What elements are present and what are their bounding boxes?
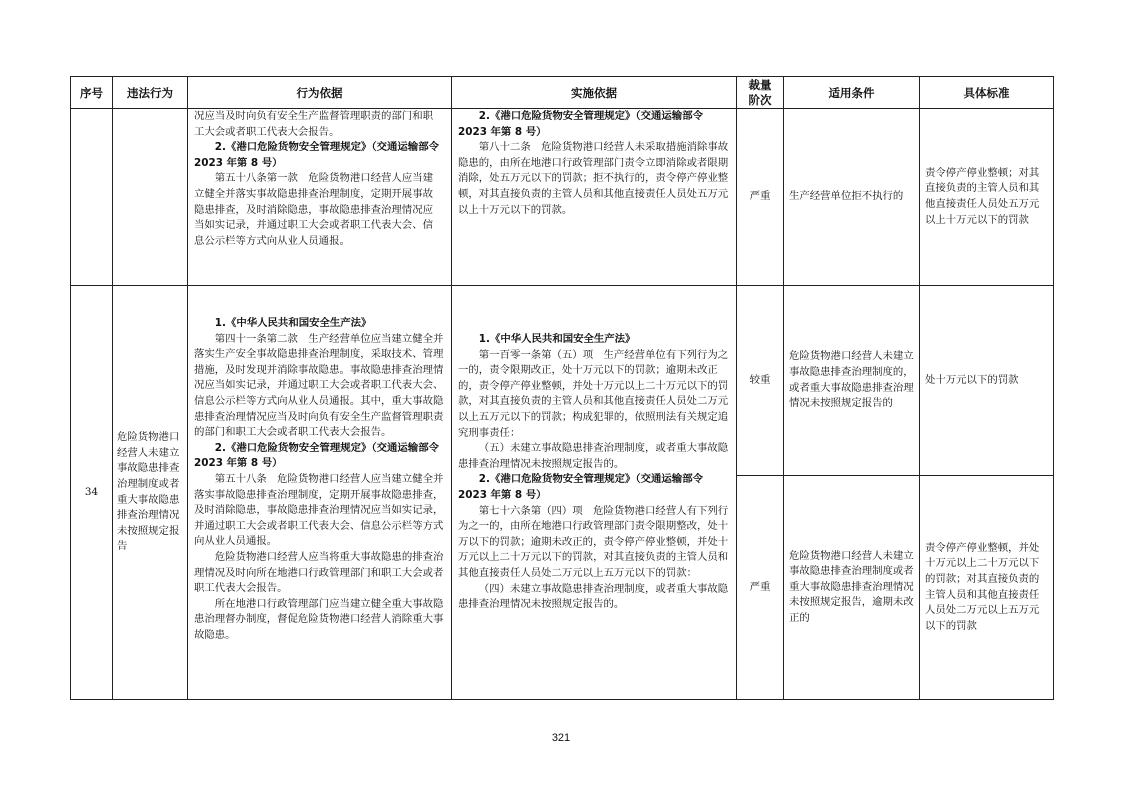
header-basis: 行为依据 bbox=[188, 77, 452, 109]
cell-num-empty bbox=[71, 109, 113, 286]
impl34-paragraph-1: 第一百零一条第（五）项 生产经营单位有下列行为之一的，责令限期改正，处十万元以下的罚款；逾期未改正的，责令停产停业整顿，并处十万元以上二十万元以下的罚款，对其直接负责的主管人员和其他直接责任人员处二万元以上五万元以下的罚款；构成犯罪的，依照刑法有关规定追究刑事责任： bbox=[458, 348, 729, 439]
header-row bbox=[71, 77, 1054, 109]
basis34-paragraph-2: 第五十八条 危险货物港口经营人应当建立健全并落实事故隐患排查治理制度，定期开展事故隐患排查，及时消除隐患，事故隐患排查治理情况应当如实记录，并通过职工大会或者职工代表大会、信息公示栏等方式向从业人员通报。 bbox=[194, 472, 444, 548]
impl34-paragraph-2: （五）未建立事故隐患排查治理制度，或者重大事故隐患排查治理情况未按照规定报告的。 bbox=[458, 442, 729, 470]
basis34-reference-1: 1.《中华人民共和国安全生产法》 bbox=[214, 317, 372, 329]
impl34-reference-1: 1.《中华人民共和国安全生产法》 bbox=[478, 333, 636, 345]
cell-row-number: 34 bbox=[71, 286, 113, 700]
header-level: 裁量阶次 bbox=[737, 77, 784, 109]
cell-standard-severe: 责令停产停业整顿，并处十万元以上二十万元以下的罚款；对其直接负责的主管人员和其他直接责任人员处二万元以上五万元以下的罚款 bbox=[920, 476, 1054, 700]
cell-level: 严重 bbox=[737, 109, 784, 286]
header-implementation: 实施依据 bbox=[452, 77, 737, 109]
cell-violation-empty bbox=[113, 109, 188, 286]
table-row-34a bbox=[71, 286, 1054, 476]
header-violation: 违法行为 bbox=[113, 77, 188, 109]
basis-continued-text: 况应当及时向负有安全生产监督管理职责的部门和职工大会或者职工代表大会报告。 bbox=[194, 110, 433, 138]
basis-reference-2: 2.《港口危险货物安全管理规定》（交通运输部令 2023 年第 8 号） bbox=[194, 141, 439, 169]
impl34-reference-2: 2.《港口危险货物安全管理规定》（交通运输部令 2023 年第 8 号） bbox=[458, 473, 703, 501]
cell-condition-moderate: 危险货物港口经营人未建立事故隐患排查治理制度的，或者重大事故隐患排查治理情况未按照规定报告的 bbox=[784, 286, 920, 476]
cell-level-severe: 严重 bbox=[737, 476, 784, 700]
page-number: 321 bbox=[551, 732, 571, 744]
basis34-reference-2: 2.《港口危险货物安全管理规定》（交通运输部令 2023 年第 8 号） bbox=[194, 441, 439, 470]
basis-paragraph-2: 第五十八条第一款 危险货物港口经营人应当建立健全并落实事故隐患排查治理制度，定期开展事故隐患排查，及时消除隐患，事故隐患排查治理情况应当如实记录，并通过职工大会或者职工代表大会、信息公示栏等方式向从业人员通报。 bbox=[194, 172, 433, 247]
cell-standard: 责令停产停业整顿；对其直接负责的主管人员和其他直接责任人员处五万元以上十万元以下的罚款 bbox=[920, 109, 1054, 286]
cell-implementation bbox=[452, 109, 737, 286]
basis34-paragraph-3: 危险货物港口经营人应当将重大事故隐患的排查治理情况及时向所在地港口行政管理部门和职工大会或者职工代表大会报告。 bbox=[194, 550, 444, 595]
basis34-paragraph-1: 第四十一条第二款 生产经营单位应当建立健全并落实生产安全事故隐患排查治理制度，采取技术、管理措施，及时发现并消除事故隐患。事故隐患排查治理情况应当如实记录，并通过职工大会或者职工代表大会、信息公示栏等方式向从业人员通报。其中，重大事故隐患排查治理情况应当及时向负有安全生产监督管理职责的部门和职工大会或者职工代表大会报告。 bbox=[194, 332, 444, 439]
cell-condition: 生产经营单位拒不执行的 bbox=[784, 109, 920, 286]
basis34-paragraph-4: 所在地港口行政管理部门应当建立健全重大事故隐患治理督办制度，督促危险货物港口经营人消除重大事故隐患。 bbox=[194, 597, 444, 641]
cell-implementation-34 bbox=[452, 286, 737, 700]
impl34-paragraph-4: （四）未建立事故隐患排查治理制度，或者重大事故隐患排查治理情况未按照规定报告的。 bbox=[458, 582, 729, 611]
header-num: 序号 bbox=[71, 77, 113, 109]
cell-condition-severe: 危险货物港口经营人未建立事故隐患排查治理制度或者重大事故隐患排查治理情况未按照规定报告，逾期未改正的 bbox=[784, 476, 920, 700]
cell-standard-moderate: 处十万元以下的罚款 bbox=[920, 286, 1054, 476]
impl-reference-2: 2.《港口危险货物安全管理规定》（交通运输部令 2023 年第 8 号） bbox=[458, 110, 703, 138]
cell-level-moderate: 较重 bbox=[737, 286, 784, 476]
cell-violation: 危险货物港口经营人未建立事故隐患排查治理制度或者重大事故隐患排查治理情况未按照规定报告 bbox=[113, 286, 188, 700]
impl34-paragraph-3: 第七十六条第（四）项 危险货物港口经营人有下列行为之一的，由所在地港口行政管理部门责令限期整改，处十万以下的罚款；逾期未改正的，责令停产停业整顿，并处十万元以上二十万元以下的罚款，对其直接负责的主管人员和其他直接责任人员处二万元以上五万元以下的罚款： bbox=[458, 504, 729, 579]
impl-paragraph-2: 第八十二条 危险货物港口经营人未采取措施消除事故隐患的，由所在地港口行政管理部门责令立即消除或者限期消除，处五万元以下的罚款；拒不执行的，责令停产停业整顿，对其直接负责的主管人员和其他直接责任人员处五万元以上十万元以下的罚款。 bbox=[458, 141, 729, 216]
penalty-table bbox=[70, 76, 1054, 700]
header-standard: 具体标准 bbox=[920, 77, 1054, 109]
header-condition: 适用条件 bbox=[784, 77, 920, 109]
table-row-continued bbox=[71, 109, 1054, 286]
cell-basis bbox=[188, 109, 452, 286]
cell-basis-34 bbox=[188, 286, 452, 700]
